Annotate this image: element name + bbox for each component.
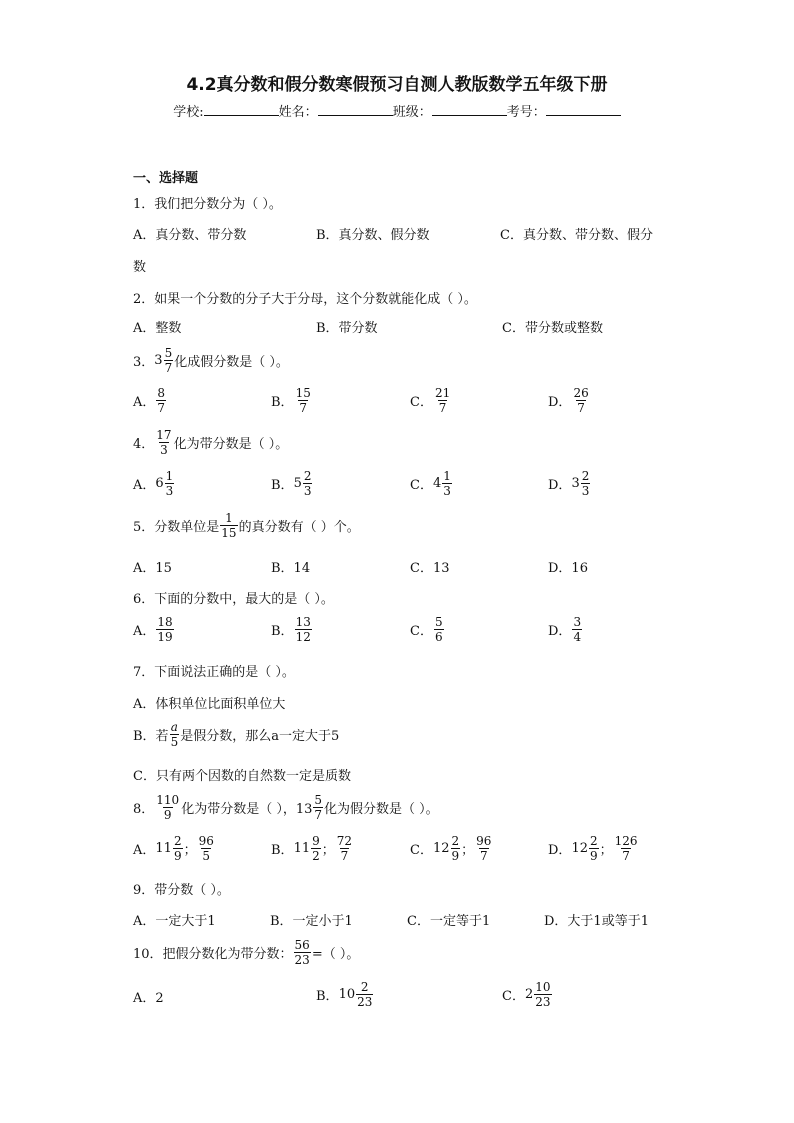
q6-d-num: 3: [573, 615, 582, 629]
q5-num: 1: [225, 511, 233, 525]
number-label: 考号：: [506, 105, 546, 120]
q8-c-den: 9: [451, 849, 460, 863]
question-8: [133, 793, 439, 822]
q8-option-a[interactable]: [133, 834, 216, 863]
q3-suffix: 化成假分数是（ ）。: [174, 355, 289, 370]
q8-fraction-1: [155, 793, 180, 822]
q5-option-d[interactable]: D．16: [548, 561, 588, 576]
q4-d-fraction: [581, 469, 591, 498]
q4-suffix: 化为带分数是（ ）。: [173, 437, 289, 452]
q3-a-den: 7: [157, 401, 166, 415]
q1-option-b[interactable]: B．真分数、假分数: [316, 228, 430, 243]
q8-a-fraction: [173, 834, 183, 863]
q4-prefix: 4．: [133, 437, 155, 452]
q8-a-label: A．: [133, 843, 156, 858]
q8-c-num: 2: [451, 834, 460, 848]
q8-d-num2: 126: [614, 834, 638, 848]
q8-c-label: C．: [410, 843, 433, 858]
q8-den1: 9: [163, 808, 172, 822]
q3-d-label: D．: [548, 395, 572, 410]
q10-c-den: 23: [535, 995, 551, 1009]
q4-d-label: D．: [548, 478, 572, 493]
q6-a-fraction: [156, 615, 173, 644]
q4-d-num: 2: [581, 469, 590, 483]
q3-whole: 3: [154, 353, 163, 368]
q8-a-num2: 96: [198, 834, 214, 848]
q10-b-num: 2: [360, 980, 369, 994]
q3-d-den: 7: [577, 401, 585, 415]
q8-b-num: 9: [312, 834, 320, 848]
q9-option-a[interactable]: A．一定大于1: [133, 914, 216, 929]
q4-b-num: 2: [303, 469, 312, 483]
q4-b-label: B．: [271, 478, 294, 493]
q4-b-den: 3: [303, 484, 312, 498]
q9-option-d[interactable]: D．大于1或等于1: [544, 914, 649, 929]
q10-b-fraction: [356, 980, 373, 1009]
q7-option-c[interactable]: C．只有两个因数的自然数一定是质数: [133, 769, 351, 784]
page-title: 4.2真分数和假分数寒假预习自测人教版数学五年级下册: [186, 75, 608, 95]
q8-a-sep: ；: [183, 843, 197, 858]
school-blank[interactable]: [204, 102, 279, 116]
q3-a-num: 8: [157, 386, 166, 400]
q8-a-den: 9: [173, 849, 182, 863]
q5-option-b[interactable]: B．14: [271, 561, 311, 576]
q3-b-num: 15: [295, 386, 311, 400]
q4-a-label: A．: [133, 478, 156, 493]
q6-a-num: 18: [157, 615, 173, 629]
q7-b-fraction: [170, 720, 180, 749]
q10-c-num: 10: [535, 980, 551, 994]
q3-c-label: C．: [410, 395, 433, 410]
q3-c-num: 21: [434, 386, 451, 400]
q6-d-fraction: [572, 615, 582, 644]
q8-b-fraction-2: [336, 834, 353, 863]
q7-option-b[interactable]: [133, 720, 339, 749]
q3-b-den: 7: [299, 401, 308, 415]
q8-d-whole: 12: [571, 841, 588, 856]
section-heading: 一、选择题: [133, 171, 199, 186]
question-9: 9．带分数（ ）。: [133, 883, 230, 898]
q8-b-num2: 72: [336, 834, 353, 848]
q1-option-c[interactable]: C．真分数、带分数、假分: [500, 228, 653, 243]
q10-c-whole: 2: [524, 987, 534, 1002]
q3-num: 5: [164, 346, 173, 360]
q8-d-sep: ；: [599, 843, 613, 858]
q6-b-den: 12: [295, 630, 311, 644]
q4-d-den: 3: [581, 484, 590, 498]
q6-c-den: 6: [434, 630, 443, 644]
q8-d-den2: 7: [622, 849, 630, 863]
q10-b-whole: 10: [338, 987, 356, 1002]
question-5: [133, 511, 360, 540]
q2-option-b[interactable]: B．带分数: [316, 321, 378, 336]
q4-option-d[interactable]: [548, 469, 591, 498]
q3-d-num: 26: [573, 386, 589, 400]
q7-b-den: 5: [170, 735, 179, 749]
question-4: [133, 428, 288, 457]
q4-den: 3: [160, 443, 168, 457]
q10-den: 23: [294, 953, 310, 967]
q3-d-fraction: [572, 386, 589, 415]
q7-b-num: a: [170, 720, 178, 734]
q10-fraction: [294, 938, 311, 967]
q8-b-den: 2: [312, 849, 320, 863]
question-7: 7．下面说法正确的是（ ）。: [133, 665, 295, 680]
q4-num: 17: [156, 428, 172, 442]
question-3: [133, 346, 289, 375]
q4-c-label: C．: [410, 478, 433, 493]
q3-a-label: A．: [133, 395, 156, 410]
q8-c-num2: 96: [476, 834, 492, 848]
question-6: 6．下面的分数中，最大的是（ ）。: [133, 592, 334, 607]
q2-option-c[interactable]: C．带分数或整数: [502, 321, 603, 336]
q8-num2: 5: [314, 793, 323, 807]
q10-option-a[interactable]: A．2: [133, 991, 164, 1006]
q10-num: 56: [294, 938, 310, 952]
q3-option-c[interactable]: [410, 386, 452, 415]
q3-option-b[interactable]: [271, 386, 313, 415]
q4-option-b[interactable]: [271, 469, 313, 498]
q3-b-fraction: [295, 386, 312, 415]
q8-c-den2: 7: [479, 849, 488, 863]
q4-c-whole: 4: [432, 476, 442, 491]
q6-option-b[interactable]: [271, 615, 313, 644]
q4-option-c[interactable]: [410, 469, 453, 498]
student-info-line: [0, 101, 794, 120]
q1-option-c-wrap: 数: [133, 260, 147, 275]
q8-a-fraction-2: [198, 834, 215, 863]
q8-suffix: 化为假分数是（ ）。: [324, 802, 439, 817]
q4-a-fraction: [165, 469, 175, 498]
q9-option-c[interactable]: C．一定等于1: [407, 914, 491, 929]
q8-d-den: 9: [589, 849, 598, 863]
q5-option-c[interactable]: C．13: [410, 561, 450, 576]
q8-num1: 110: [156, 793, 180, 807]
q8-den2: 7: [314, 808, 323, 822]
q6-d-den: 4: [573, 630, 582, 644]
q6-c-num: 5: [434, 615, 443, 629]
q5-fraction: [220, 511, 237, 540]
class-blank[interactable]: [432, 102, 507, 116]
q4-a-num: 1: [165, 469, 174, 483]
q4-c-num: 1: [443, 469, 451, 483]
q5-prefix: 5．分数单位是: [133, 520, 220, 535]
q8-c-whole: 12: [432, 841, 450, 856]
q10-prefix: 10．把假分数化为带分数：: [133, 947, 293, 962]
q8-d-fraction: [589, 834, 599, 863]
q8-b-fraction: [311, 834, 321, 863]
q10-option-c[interactable]: [502, 980, 553, 1009]
q8-a-whole: 11: [155, 841, 172, 856]
q3-option-d[interactable]: [548, 386, 591, 415]
q3-option-a[interactable]: [133, 386, 167, 415]
q8-c-fraction: [451, 834, 461, 863]
q6-b-fraction: [295, 615, 312, 644]
q3-prefix: 3．: [133, 355, 155, 370]
q8-c-sep: ；: [461, 843, 475, 858]
q4-b-fraction: [303, 469, 313, 498]
q8-d-fraction-2: [614, 834, 639, 863]
q8-d-num: 2: [589, 834, 598, 848]
q8-option-b[interactable]: [271, 834, 354, 863]
q8-option-c[interactable]: [410, 834, 493, 863]
q7-option-a[interactable]: A．体积单位比面积单位大: [133, 697, 286, 712]
q3-den: 7: [164, 361, 173, 375]
q8-a-den2: 5: [202, 849, 211, 863]
q6-a-label: A．: [133, 624, 156, 639]
q4-option-a[interactable]: [133, 469, 175, 498]
q9-option-b[interactable]: B．一定小于1: [270, 914, 353, 929]
q8-mid: 化为带分数是（ ），13: [181, 802, 313, 817]
q7-b-prefix: B．若: [133, 729, 169, 744]
q5-den: 15: [221, 526, 237, 540]
q7-b-suffix: 是假分数，那么a一定大于5: [180, 729, 340, 744]
q8-b-label: B．: [271, 843, 294, 858]
q4-c-den: 3: [443, 484, 451, 498]
q6-a-den: 19: [157, 630, 173, 644]
q4-b-whole: 5: [293, 476, 302, 491]
q4-a-den: 3: [165, 484, 174, 498]
school-label: 学校:: [173, 105, 204, 120]
q3-b-label: B．: [271, 395, 294, 410]
q6-d-label: D．: [548, 624, 572, 639]
q3-fraction: [164, 346, 174, 375]
q4-fraction: [155, 428, 172, 457]
q1-option-a[interactable]: A．真分数、带分数: [133, 228, 247, 243]
q10-suffix: =（ ）。: [311, 947, 360, 962]
q10-b-label: B．: [316, 989, 339, 1004]
q8-c-fraction-2: [475, 834, 492, 863]
q8-d-label: D．: [548, 843, 572, 858]
q8-option-d[interactable]: [548, 834, 640, 863]
q8-b-whole: 11: [293, 841, 311, 856]
name-blank[interactable]: [318, 102, 393, 116]
q10-c-label: C．: [502, 989, 525, 1004]
q6-b-num: 13: [295, 615, 311, 629]
q3-c-fraction: [434, 386, 451, 415]
question-1: 1．我们把分数分为（ ）。: [133, 197, 282, 212]
question-2: 2．如果一个分数的分子大于分母，这个分数就能化成（ ）。: [133, 292, 477, 307]
class-label: 班级：: [392, 105, 432, 120]
q4-c-fraction: [442, 469, 452, 498]
q5-suffix: 的真分数有（ ）个。: [238, 520, 360, 535]
q6-b-label: B．: [271, 624, 294, 639]
q6-option-c[interactable]: [410, 615, 445, 644]
q8-b-den2: 7: [340, 849, 349, 863]
q6-c-label: C．: [410, 624, 433, 639]
q2-option-a[interactable]: A．整数: [133, 321, 182, 336]
q6-c-fraction: [434, 615, 444, 644]
question-10: [133, 938, 359, 967]
q3-a-fraction: [156, 386, 166, 415]
q3-c-den: 7: [438, 401, 447, 415]
number-blank[interactable]: [546, 102, 621, 116]
q6-option-d[interactable]: [548, 615, 583, 644]
q4-d-whole: 3: [571, 476, 580, 491]
q8-fraction-2: [313, 793, 323, 822]
name-label: 姓名：: [278, 105, 318, 120]
q10-b-den: 23: [357, 995, 373, 1009]
q10-option-b[interactable]: [316, 980, 374, 1009]
q5-option-a[interactable]: A．15: [133, 561, 172, 576]
q6-option-a[interactable]: [133, 615, 175, 644]
q8-a-num: 2: [173, 834, 182, 848]
q4-a-whole: 6: [155, 476, 164, 491]
q8-b-sep: ；: [321, 843, 335, 858]
q8-prefix: 8．: [133, 802, 155, 817]
q10-c-fraction: [534, 980, 551, 1009]
